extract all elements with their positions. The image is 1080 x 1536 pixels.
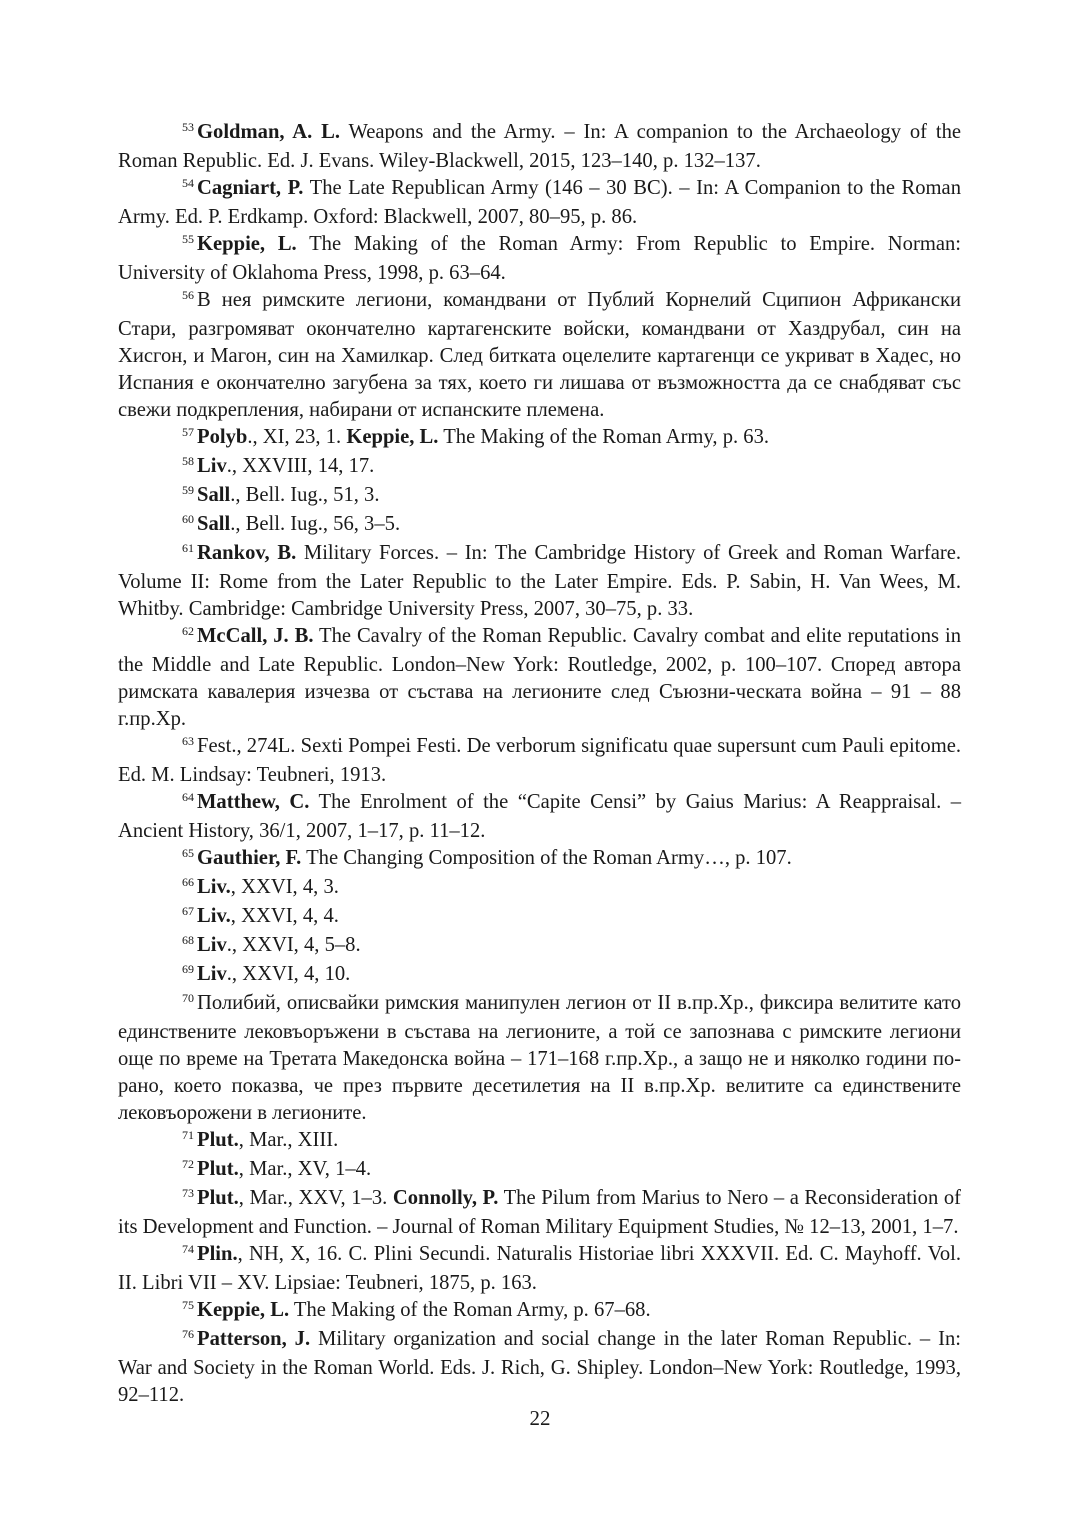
footnote-number: 61 <box>182 541 194 555</box>
footnote-54 <box>118 175 961 231</box>
footnote-number: 57 <box>182 425 194 439</box>
footnote-text: The Changing Composition of the Roman Army…, p. 107. <box>301 847 792 869</box>
footnote-number: 75 <box>182 1298 194 1312</box>
footnote-author: Rankov, B. <box>197 542 297 564</box>
footnote-author: Cagniart, P. <box>197 177 304 199</box>
footnote-author: Sall <box>197 513 231 535</box>
footnote-number: 63 <box>182 734 194 748</box>
footnote-text: ., Bell. Iug., 56, 3–5. <box>230 513 401 535</box>
footnote-55 <box>118 231 961 287</box>
footnote-text: The Pilum from Marius to Nero – a Reconsideration of its Development and Function. – Journal of Roman Military Equipment Studies, № 12–13, 2001, 1–7. <box>118 1187 961 1238</box>
footnote-author: Connolly, P. <box>392 1187 499 1209</box>
footnote-number: 73 <box>182 1186 194 1200</box>
footnote-text: ., XXVI, 4, 10. <box>226 963 351 985</box>
footnote-text: , XXVI, 4, 3. <box>230 876 339 898</box>
footnote-author: Plut. <box>197 1158 239 1180</box>
footnote-53 <box>118 119 961 175</box>
footnote-number: 59 <box>182 483 194 497</box>
footnote-70 <box>118 990 961 1127</box>
footnote-number: 54 <box>182 176 194 190</box>
footnote-57 <box>118 424 961 453</box>
footnote-text: The Making of the Roman Army, p. 67–68. <box>289 1299 651 1321</box>
footnote-number: 70 <box>182 991 194 1005</box>
footnote-author: McCall, J. B. <box>197 625 314 647</box>
footnote-64 <box>118 789 961 845</box>
footnote-number: 68 <box>182 933 194 947</box>
footnote-66 <box>118 874 961 903</box>
footnote-author: Liv. <box>197 905 231 927</box>
footnote-text: Military Forces. – In: The Cambridge History of Greek and Roman Warfare. Volume II: Rome from the Later Republic to the Later Empire. Eds. P. Sabin, H. Van Wees, M. Whitby. Cambridge: Cambridge University Press, 2007, 30–75, p. 33. <box>118 542 961 620</box>
footnote-number: 67 <box>182 904 194 918</box>
footnote-text: The Making of the Roman Army, p. 63. <box>438 426 770 448</box>
footnote-number: 55 <box>182 232 194 246</box>
footnote-number: 60 <box>182 512 194 526</box>
footnote-text: В нея римските легиони, командвани от Публий Корнелий Сципион Африкански Стари, разгромяват окончателно картагенските войски, командвани от Хаздрубал, син на Хисгон, и Магон, син на Хамилкар. След битката оцелелите картагенци се укриват в Хадес, но Испания е окончателно загубена за тях, което ги лишава от възможността да се снабдяват със свежи подкрепления, набирани от испанските племена. <box>118 289 961 421</box>
footnote-author: Keppie, L. <box>197 233 297 255</box>
footnote-author: Polyb <box>197 426 248 448</box>
footnote-text: ., Bell. Iug., 51, 3. <box>230 484 380 506</box>
footnote-number: 72 <box>182 1157 194 1171</box>
footnote-67 <box>118 903 961 932</box>
footnote-text: The Making of the Roman Army: From Republic to Empire. Norman: University of Oklahoma Press, 1998, p. 63–64. <box>118 233 962 284</box>
footnote-author: Plut. <box>197 1129 239 1151</box>
footnote-text: ., XI, 23, 1. <box>247 426 347 448</box>
footnote-61 <box>118 540 961 623</box>
footnote-author: Liv <box>197 934 227 956</box>
footnote-text: , Mar., XXV, 1–3. <box>238 1187 393 1209</box>
footnote-text: , NH, X, 16. C. Plini Secundi. Naturalis Historiae libri XXXVII. Ed. C. Mayhoff. Vol. II. Libri VII – XV. Lipsiae: Teubneri, 1875, p. 163. <box>118 1243 961 1294</box>
footnote-72 <box>118 1156 961 1185</box>
footnote-74 <box>118 1241 961 1297</box>
footnote-number: 62 <box>182 624 194 638</box>
footnote-author: Gauthier, F. <box>197 847 302 869</box>
footnotes-list <box>118 119 961 1409</box>
footnote-number: 66 <box>182 875 194 889</box>
footnote-text: , Mar., XV, 1–4. <box>238 1158 372 1180</box>
footnote-text: Weapons and the Army. – In: A companion to the Archaeology of the Roman Republic. Ed. J. Evans. Wiley-Blackwell, 2015, 123–140, p. 132–137. <box>118 121 962 172</box>
footnote-author: Matthew, C. <box>197 791 310 813</box>
footnote-69 <box>118 961 961 990</box>
footnote-73 <box>118 1185 961 1241</box>
footnote-text: , Mar., XIII. <box>238 1129 339 1151</box>
footnote-number: 69 <box>182 962 194 976</box>
footnote-author: Plut. <box>197 1187 239 1209</box>
footnote-text: , XXVI, 4, 4. <box>230 905 339 927</box>
footnote-number: 71 <box>182 1128 194 1142</box>
footnote-number: 64 <box>182 790 194 804</box>
footnote-author: Keppie, L. <box>346 426 439 448</box>
footnote-number: 65 <box>182 846 194 860</box>
page-number: 22 <box>529 1406 551 1430</box>
footnote-text: The Late Republican Army (146 – 30 BC). – In: A Companion to the Roman Army. Ed. P. Erdkamp. Oxford: Blackwell, 2007, 80–95, p. 86. <box>118 177 961 228</box>
footnote-author: Liv <box>197 455 227 477</box>
footnote-number: 53 <box>182 120 194 134</box>
footnote-author: Patterson, J. <box>197 1328 311 1350</box>
footnote-author: Keppie, L. <box>197 1299 290 1321</box>
footnote-58 <box>118 453 961 482</box>
footnote-59 <box>118 482 961 511</box>
footnote-76 <box>118 1326 961 1409</box>
footnote-56 <box>118 287 961 424</box>
footnote-author: Liv. <box>197 876 231 898</box>
footnote-text: Military organization and social change in the later Roman Republic. – In: War and Society in the Roman World. Eds. J. Rich, G. Shipley. London–New York: Routledge, 1993, 92–112. <box>118 1328 961 1406</box>
footnote-author: Sall <box>197 484 231 506</box>
footnote-63 <box>118 733 961 789</box>
footnote-number: 56 <box>182 288 194 302</box>
footnote-text: Полибий, описвайки римския манипулен легион от II в.пр.Хр., фиксира велитите като единствените лековъоръжени в състава на легионите, а той се запознава с римските легиони още по време на Третата Македонска война – 171–168 г.пр.Хр., а защо не и няколко години по-рано, което показва, че през първите десетилетия на II в.пр.Хр. велитите са единствените лековъорожени в легионите. <box>118 992 961 1124</box>
footnote-text: The Cavalry of the Roman Republic. Cavalry combat and elite reputations in the Middle and Late Republic. London–New York: Routledge, 2002, p. 100–107. Според автора римската кавалерия изчезва от състава на легионите след Съюзни-ческата война – 91 – 88 г.пр.Хр. <box>118 625 961 730</box>
footnote-75 <box>118 1297 961 1326</box>
footnote-text: ., XXVIII, 14, 17. <box>226 455 375 477</box>
footnote-author: Plin. <box>197 1243 238 1265</box>
footnote-author: Goldman, A. L. <box>197 121 340 143</box>
footnote-number: 58 <box>182 454 194 468</box>
footnote-62 <box>118 623 961 733</box>
footnote-number: 76 <box>182 1327 194 1341</box>
footnote-number: 74 <box>182 1242 194 1256</box>
footnote-author: Liv <box>197 963 227 985</box>
footnote-71 <box>118 1127 961 1156</box>
footnote-text: Fest., 274L. Sexti Pompei Festi. De verborum significatu quae supersunt cum Pauli epitome. Ed. M. Lindsay: Teubneri, 1913. <box>118 735 961 786</box>
footnote-60 <box>118 511 961 540</box>
footnote-65 <box>118 845 961 874</box>
footnote-68 <box>118 932 961 961</box>
footnote-text: ., XXVI, 4, 5–8. <box>226 934 361 956</box>
footnote-text: The Enrolment of the “Capite Censi” by Gaius Marius: A Reappraisal. – Ancient History, 36/1, 2007, 1–17, p. 11–12. <box>118 791 961 842</box>
